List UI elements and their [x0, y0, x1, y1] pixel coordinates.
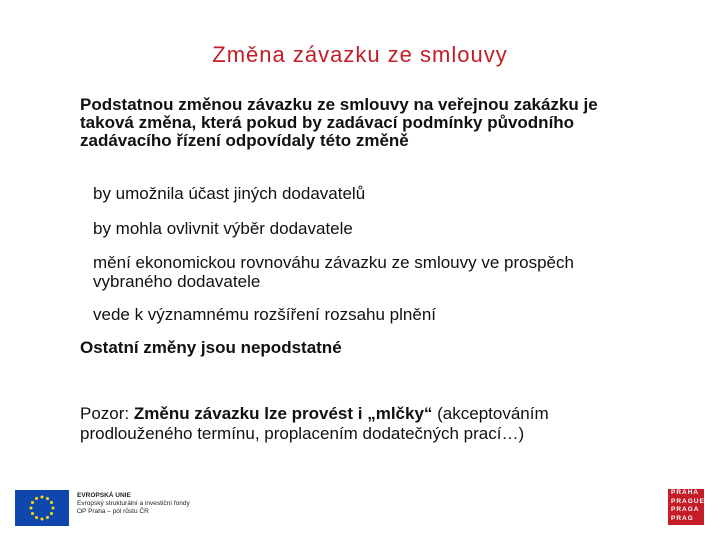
eu-star-icon — [46, 497, 49, 500]
note-prefix: Pozor: — [80, 404, 134, 423]
condition-item: by umožnila účast jiných dodavatelů — [93, 184, 366, 203]
eu-logo-block — [15, 490, 215, 526]
eu-title: EVROPSKÁ UNIE — [77, 492, 131, 499]
eu-text — [77, 492, 217, 516]
eu-star-icon — [46, 516, 49, 519]
eu-line-2: OP Praha – pól růstu ČR — [77, 508, 149, 515]
slide-title: Změna závazku ze smlouvy — [212, 42, 508, 67]
eu-star-icon — [50, 512, 53, 515]
eu-star-icon — [31, 501, 34, 504]
eu-star-icon — [50, 501, 53, 504]
eu-line-1: Evropský strukturální a investiční fondy — [77, 500, 190, 507]
intro-paragraph: Podstatnou změnou závazku ze smlouvy na veřejnou zakázku je taková změna, která pokud by zadávací podmínky původního zadávacího řízení odpovídaly této změně — [80, 95, 598, 150]
praha-line: PRAGUE — [671, 497, 705, 505]
praha-logo — [668, 489, 704, 525]
eu-star-icon — [35, 516, 38, 519]
eu-flag-icon — [15, 490, 69, 526]
eu-star-icon — [41, 518, 44, 521]
note-paragraph — [80, 404, 640, 444]
condition-item: by mohla ovlivnit výběr dodavatele — [93, 219, 353, 238]
eu-star-icon — [30, 507, 33, 510]
condition-item: mění ekonomickou rovnováhu závazku ze smlouvy ve prospěch vybraného dodavatele — [93, 253, 574, 291]
eu-star-icon — [35, 497, 38, 500]
praha-line: PRAGA — [671, 506, 700, 513]
praha-line: PRAG — [671, 514, 694, 522]
praha-line: PRAHA — [671, 489, 700, 496]
eu-star-icon — [52, 507, 55, 510]
eu-star-icon — [41, 496, 44, 499]
condition-item: vede k významnému rozšíření rozsahu plnění — [93, 305, 437, 324]
note-emphasis: Změnu závazku lze provést i „mlčky“ — [133, 404, 433, 423]
eu-star-icon — [31, 512, 34, 515]
other-changes-paragraph: Ostatní změny jsou nepodstatné — [80, 338, 342, 357]
note-suffix: (akceptováním prodlouženého termínu, proplacením dodatečných prací…) — [80, 404, 549, 443]
